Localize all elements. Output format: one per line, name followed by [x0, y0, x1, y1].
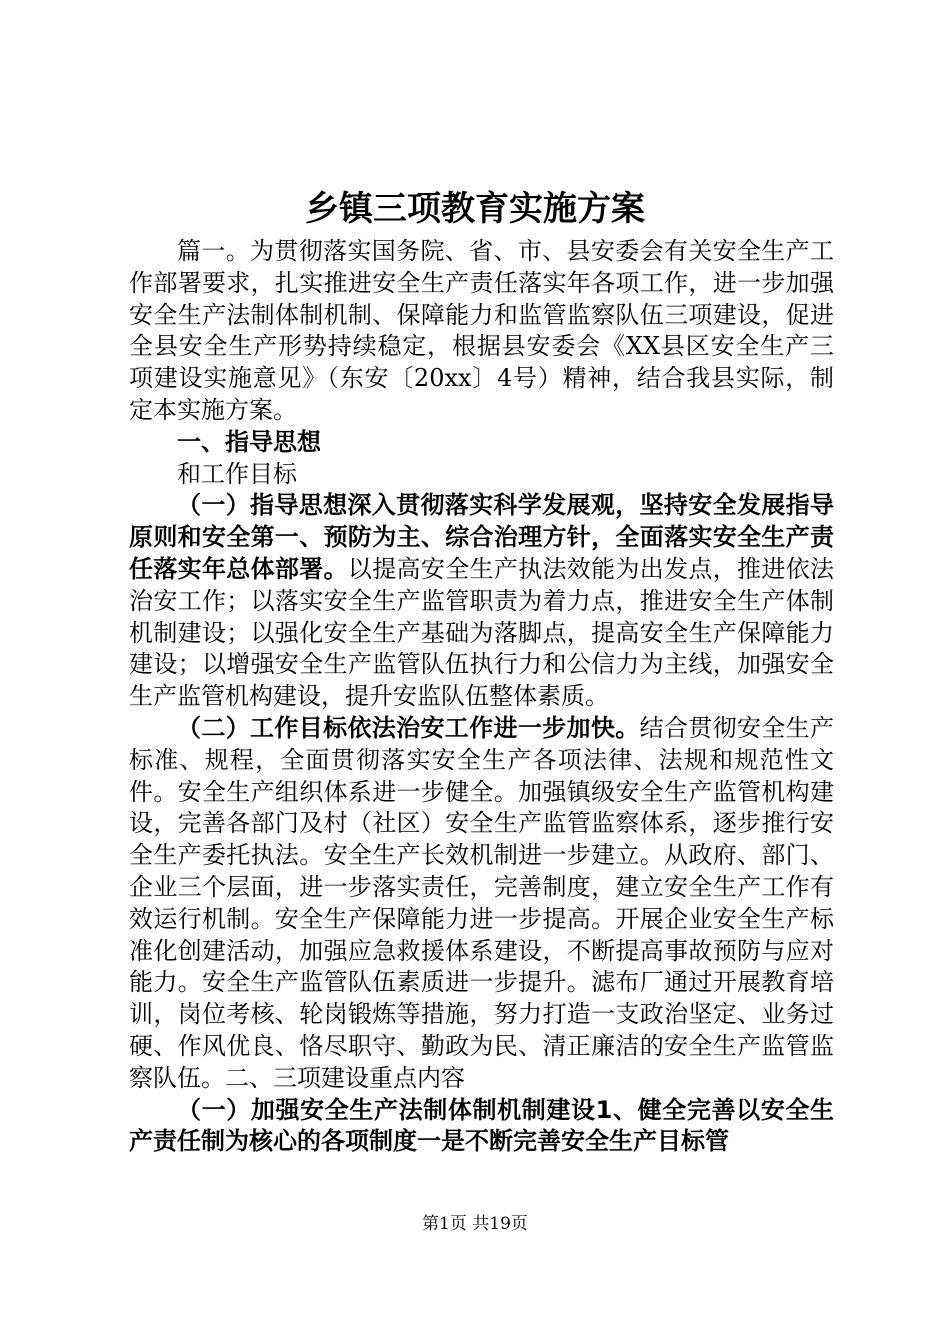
paragraph-intro: 篇一。为贯彻落实国务院、省、市、县安委会有关安全生产工作部署要求，扎实推进安全生产责任落实年各项工作，进一步加强安全生产法制体制机制、保障能力和监管监察队伍三项建设，促进全县安全生产形势持续稳定，根据县安委会《XX县区安全生产三项建设实施意见》（东安〔20xx〕4号）精神，结合我县实际，制定本实施方案。 — [129, 237, 834, 424]
paragraph-legal-system-heading: （一）加强安全生产法制体制机制建设1、健全完善以安全生产责任制为核心的各项制度一是不断完善安全生产目标管 — [129, 1095, 834, 1156]
paragraph-guiding-thought-heading: （一）指导思想深入贯彻落实科学发展观，坚持安全发展指导原则和安全第一、预防为主、综合治理方针，全面落实安全生产责任落实年总体部署。 — [129, 491, 834, 583]
paragraph-legal-system — [129, 1095, 834, 1159]
document-title: 乡镇三项教育实施方案 — [305, 189, 645, 229]
paragraph-work-goals-line: 和工作目标 — [177, 459, 297, 488]
paragraph-work-goals — [129, 713, 834, 1095]
document-body — [129, 236, 834, 1158]
page-footer: 第1页 共19页 — [422, 1214, 528, 1234]
paragraph-work-goals-heading: （二）工作目标依法治安工作进一步加快。 — [177, 713, 640, 742]
section-heading-guiding-thought: 一、指导思想 — [177, 427, 321, 456]
paragraph-guiding-thought-body: 以提高安全生产执法效能为出发点，推进依法治安工作；以落实安全生产监管职责为着力点，推进安全生产体制机制建设；以强化安全生产基础为落脚点，提高安全生产保障能力建设；以增强安全生产监管队伍执行力和公信力为主线，加强安全生产监管机构建设，提升安监队伍整体素质。 — [129, 554, 835, 711]
paragraph-work-goals-body: 结合贯彻安全生产标准、规程，全面贯彻落实安全生产各项法律、法规和规范性文件。安全生产组织体系进一步健全。加强镇级安全生产监管机构建设，完善各部门及村（社区）安全生产监管监察体系，逐步推行安全生产委托执法。安全生产长效机制进一步建立。从政府、部门、企业三个层面，进一步落实责任，完善制度，建立安全生产工作有效运行机制。安全生产保障能力进一步提高。开展企业安全生产标准化创建活动，加强应急救援体系建设，不断提高事故预防与应对能力。安全生产监管队伍素质进一步提升。滤布厂通过开展教育培训，岗位考核、轮岗锻炼等措施，努力打造一支政治坚定、业务过硬、作风优良、恪尽职守、勤政为民、清正廉洁的安全生产监管监察队伍。二、三项建设重点内容 — [129, 713, 835, 1092]
paragraph-guiding-thought — [129, 490, 834, 713]
